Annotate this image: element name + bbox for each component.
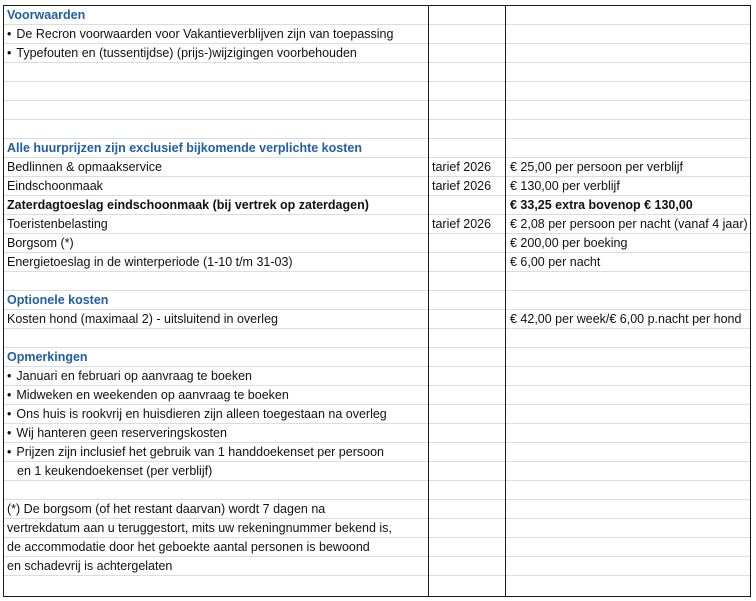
footnote-line: (*) De borgsom (of het restant daarvan) wordt 7 dagen na — [7, 502, 326, 516]
section-title-huurprijzen: Alle huurprijzen zijn exclusief bijkomende verplichte kosten — [7, 141, 362, 155]
tariff-year: tarief 2026 — [432, 179, 492, 193]
list-item: • De Recron voorwaarden voor Vakantieverblijven zijn van toepassing — [7, 25, 393, 43]
table-row — [4, 6, 750, 25]
table-row — [4, 139, 750, 158]
section-title-opmerkingen: Opmerkingen — [7, 350, 88, 364]
table-row — [4, 367, 750, 386]
footnote-line: vertrekdatum aan u teruggestort, mits uw rekeningnummer bekend is, — [7, 521, 392, 535]
table-row — [4, 443, 750, 462]
section-title-optioneel: Optionele kosten — [7, 293, 109, 307]
table-row — [4, 215, 750, 234]
table-row — [4, 557, 750, 576]
list-item: • Typefouten en (tussentijdse) (prijs-)wijzigingen voorbehouden — [7, 44, 357, 62]
price-table — [3, 5, 751, 597]
list-item: • Januari en februari op aanvraag te boeken — [7, 367, 252, 385]
table-row — [4, 405, 750, 424]
table-row — [4, 348, 750, 367]
footnote-line: de accommodatie door het geboekte aantal personen is bewoond — [7, 540, 370, 554]
table-row — [4, 82, 750, 101]
list-item: • Wij hanteren geen reserveringskosten — [7, 424, 227, 442]
table-row — [4, 101, 750, 120]
list-item: • Ons huis is rookvrij en huisdieren zijn alleen toegestaan na overleg — [7, 405, 387, 423]
cost-label: Borgsom (*) — [7, 236, 74, 250]
footnote-line: en schadevrij is achtergelaten — [7, 559, 173, 573]
table-row — [4, 424, 750, 443]
table-row — [4, 44, 750, 63]
cost-label: Toeristenbelasting — [7, 217, 108, 231]
table-row — [4, 25, 750, 44]
table-row — [4, 234, 750, 253]
cost-price: € 2,08 per persoon per nacht (vanaf 4 jaar) — [510, 217, 748, 231]
table-row — [4, 386, 750, 405]
cost-price: € 25,00 per persoon per verblijf — [510, 160, 684, 174]
table-row — [4, 462, 750, 481]
cost-label: Kosten hond (maximaal 2) - uitsluitend in overleg — [7, 312, 278, 326]
table-row — [4, 500, 750, 519]
list-item-continuation: en 1 keukendoekenset (per verblijf) — [17, 464, 213, 478]
cost-price: € 33,25 extra bovenop € 130,00 — [510, 198, 693, 212]
table-row — [4, 519, 750, 538]
list-item: • Midweken en weekenden op aanvraag te boeken — [7, 386, 289, 404]
table-row — [4, 538, 750, 557]
cost-label: Energietoeslag in de winterperiode (1-10 t/m 31-03) — [7, 255, 293, 269]
cost-label: Zaterdagtoeslag eindschoonmaak (bij vertrek op zaterdagen) — [7, 198, 369, 212]
table-row — [4, 120, 750, 139]
tariff-year: tarief 2026 — [432, 217, 492, 231]
table-row — [4, 291, 750, 310]
cost-price: € 130,00 per verblijf — [510, 179, 620, 193]
list-item: • Prijzen zijn inclusief het gebruik van 1 handdoekenset per persoon — [7, 443, 384, 461]
table-row — [4, 158, 750, 177]
cost-price: € 6,00 per nacht — [510, 255, 601, 269]
table-row — [4, 196, 750, 215]
section-title-voorwaarden: Voorwaarden — [7, 8, 86, 22]
cost-label: Bedlinnen & opmaakservice — [7, 160, 162, 174]
table-row — [4, 272, 750, 291]
table-row — [4, 63, 750, 82]
table-row — [4, 310, 750, 329]
cost-price: € 200,00 per boeking — [510, 236, 628, 250]
table-row — [4, 253, 750, 272]
cost-price: € 42,00 per week/€ 6,00 p.nacht per hond — [510, 312, 742, 326]
column-divider — [505, 6, 506, 596]
cost-label: Eindschoonmaak — [7, 179, 103, 193]
column-divider — [428, 6, 429, 596]
table-row — [4, 329, 750, 348]
tariff-year: tarief 2026 — [432, 160, 492, 174]
table-row — [4, 177, 750, 196]
table-row — [4, 481, 750, 500]
table-row — [4, 576, 750, 595]
